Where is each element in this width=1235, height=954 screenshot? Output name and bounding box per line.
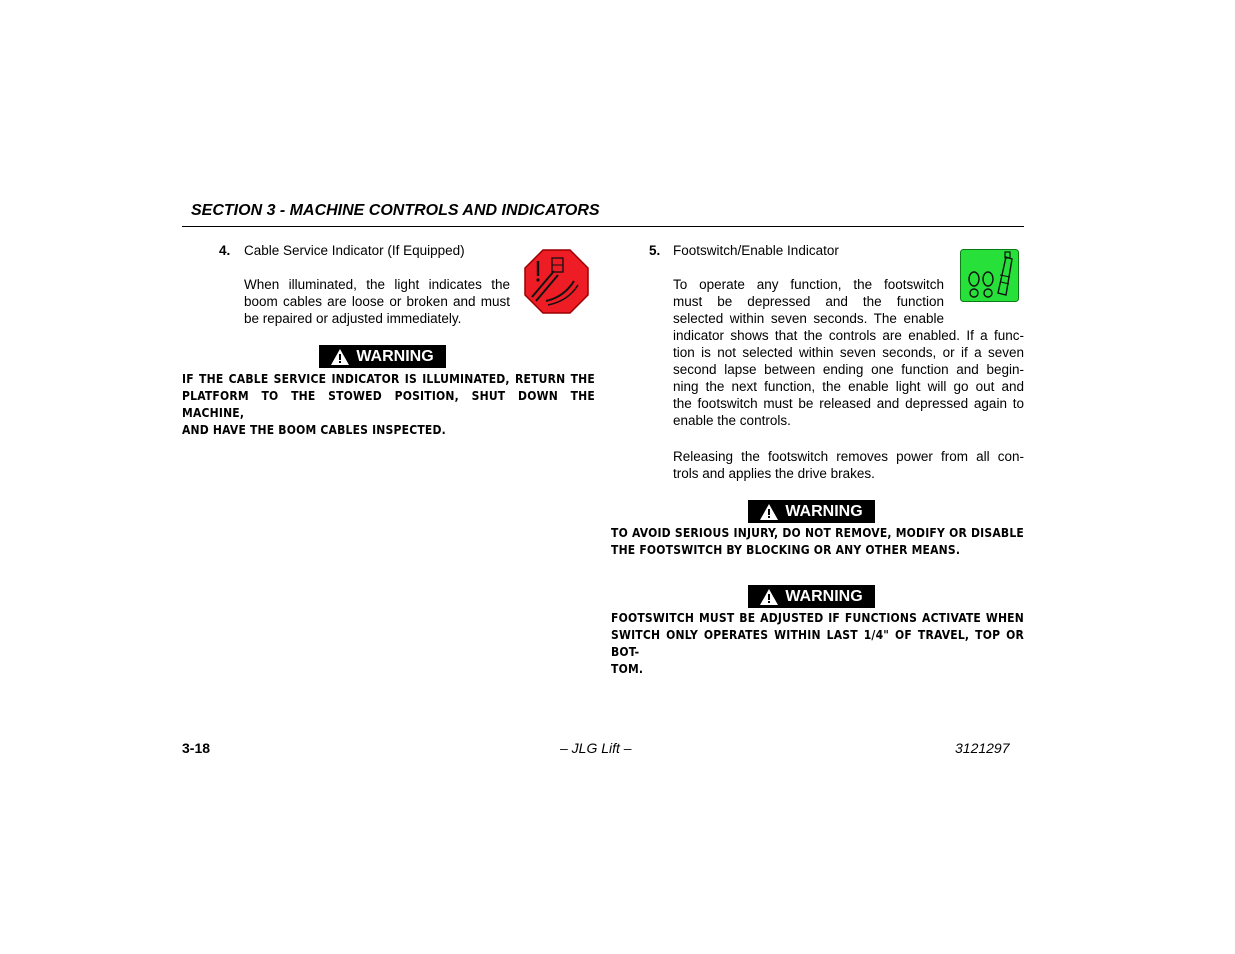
warning-label: WARNING [785, 502, 863, 520]
warning-badge-footswitch-1 [748, 500, 875, 523]
item-4-title: Cable Service Indicator (If Equipped) [244, 243, 465, 258]
warning-text-cable [182, 371, 595, 439]
item-4-number: 4. [219, 243, 231, 258]
warning-label: WARNING [785, 587, 863, 605]
warning-text-footswitch-1 [611, 525, 1024, 559]
text-line: trols and applies the drive brakes. [673, 466, 875, 481]
warning-triangle-icon [331, 349, 349, 365]
footswitch-enable-icon [960, 249, 1019, 302]
item-5-wide-text [673, 327, 1024, 429]
text-line: selected within seven seconds. The enable [673, 311, 944, 326]
warning-line: PLATFORM TO THE STOWED POSITION, SHUT DOWN THE MACHINE, [182, 389, 595, 420]
footer-center-text: – JLG Lift – [560, 740, 632, 756]
warning-line: TOM. [611, 662, 644, 676]
warning-text-footswitch-2 [611, 610, 1024, 678]
item-4-description: When illuminated, the light indicates the boom cables are loose or broken and must be repaired or adjusted immediately. [244, 277, 510, 326]
warning-line: THE FOOTSWITCH BY BLOCKING OR ANY OTHER MEANS. [611, 543, 961, 557]
text-line: Releasing the footswitch removes power from all con- [673, 449, 1024, 464]
text-line: indicator shows that the controls are enabled. If a func- [673, 328, 1024, 343]
warning-triangle-icon [760, 589, 778, 605]
header-rule [182, 226, 1024, 227]
text-line: To operate any function, the footswitch [673, 277, 944, 292]
warning-line: AND HAVE THE BOOM CABLES INSPECTED. [182, 423, 446, 437]
text-line: tion is not selected within seven seconds, or if a seven [673, 345, 1024, 360]
text-line: the footswitch must be released and depressed again to [673, 396, 1024, 411]
warning-badge-footswitch-2 [748, 585, 875, 608]
warning-line: TO AVOID SERIOUS INJURY, DO NOT REMOVE, MODIFY OR DISABLE [611, 526, 1024, 540]
page-number: 3-18 [182, 740, 211, 756]
text-line: second lapse between ending one function and begin- [673, 362, 1024, 377]
item-5-title: Footswitch/Enable Indicator [673, 243, 839, 258]
item-5-narrow-text [673, 276, 944, 327]
item-5-paragraph-2 [673, 448, 1024, 482]
warning-badge-cable [319, 345, 446, 368]
warning-line: FOOTSWITCH MUST BE ADJUSTED IF FUNCTIONS ACTIVATE WHEN [611, 611, 1024, 625]
warning-line: IF THE CABLE SERVICE INDICATOR IS ILLUMINATED, RETURN THE [182, 372, 595, 386]
document-number: 3121297 [955, 740, 1010, 756]
text-line: ning the next function, the enable light will go out and [673, 379, 1024, 394]
section-title: SECTION 3 - MACHINE CONTROLS AND INDICATORS [191, 202, 600, 219]
item-5-number: 5. [649, 243, 661, 258]
warning-triangle-icon [760, 504, 778, 520]
warning-label: WARNING [356, 347, 434, 365]
text-line: must be depressed and the function [673, 294, 944, 309]
text-line: enable the controls. [673, 413, 791, 428]
warning-line: SWITCH ONLY OPERATES WITHIN LAST 1/4" OF TRAVEL, TOP OR BOT- [611, 628, 1024, 659]
cable-service-indicator-icon [524, 249, 589, 314]
